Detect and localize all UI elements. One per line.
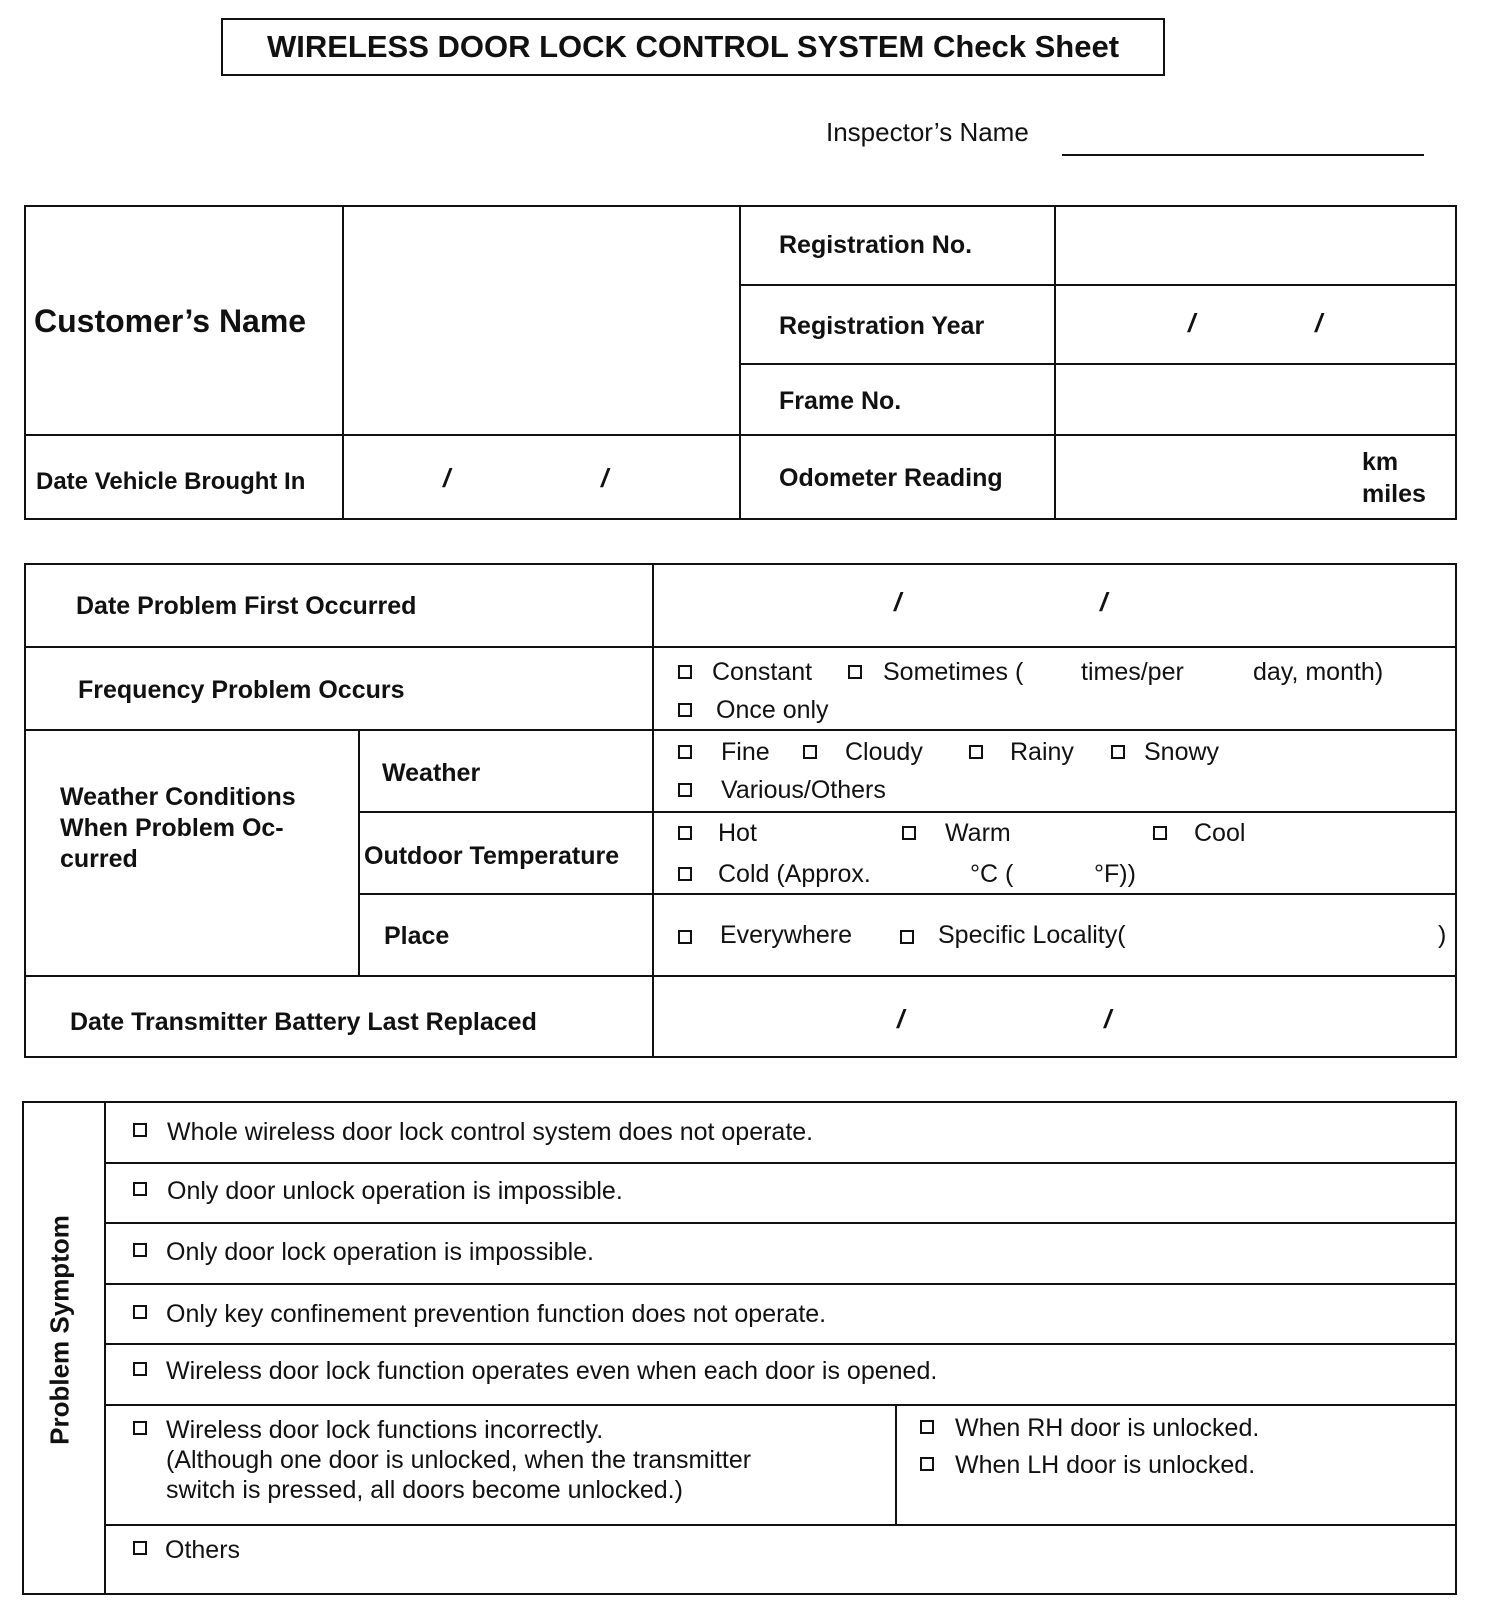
weather-group-line2: When Problem Oc-: [60, 814, 284, 842]
symptom-6-line3: switch is pressed, all doors become unlocked.): [166, 1476, 683, 1504]
place-specific-text: Specific Locality(: [938, 921, 1126, 949]
registration-no-field[interactable]: [1056, 207, 1455, 283]
checkbox-sometimes[interactable]: [848, 665, 862, 679]
checkbox-symptom-2[interactable]: [133, 1182, 147, 1196]
checkbox-fine[interactable]: [678, 745, 692, 759]
date-first-slash-1: /: [894, 587, 902, 617]
freq-day-month-text: day, month): [1253, 658, 1384, 686]
date-brought-in-slash-1: /: [443, 463, 451, 493]
symptom-5-text: Wireless door lock function operates even when each door is opened.: [166, 1357, 938, 1385]
temp-fahrenheit-text: °F)): [1094, 860, 1136, 888]
battery-slash-2: /: [1104, 1004, 1112, 1034]
weather-fine-text: Fine: [721, 738, 770, 766]
date-brought-in-label: Date Vehicle Brought In: [36, 468, 306, 495]
symptom-3-text: Only door lock operation is impossible.: [166, 1238, 594, 1266]
others-text: Others: [165, 1536, 241, 1564]
place-close-paren: ): [1438, 921, 1447, 949]
temp-cold-text: Cold (Approx.: [718, 860, 871, 888]
date-brought-in-slash-2: /: [601, 463, 609, 493]
checkbox-others[interactable]: [133, 1541, 147, 1555]
unit-miles: miles: [1362, 480, 1426, 508]
weather-rainy-text: Rainy: [1010, 738, 1074, 766]
symptom-6-line2: (Although one door is unlocked, when the transmitter: [166, 1446, 752, 1474]
checkbox-symptom-4[interactable]: [133, 1305, 147, 1319]
inspector-label: Inspector’s Name: [826, 117, 1029, 147]
checkbox-symptom-1[interactable]: [133, 1123, 147, 1137]
frequency-label: Frequency Problem Occurs: [78, 676, 405, 704]
weather-group-line3: curred: [60, 845, 138, 873]
battery-label: Date Transmitter Battery Last Replaced: [70, 1008, 537, 1036]
weather-various-text: Various/Others: [721, 776, 886, 804]
checkbox-cold[interactable]: [678, 867, 692, 881]
checkbox-symptom-3[interactable]: [133, 1243, 147, 1257]
temp-cool-text: Cool: [1194, 819, 1246, 847]
symptom-4-text: Only key confinement prevention function does not operate.: [166, 1300, 827, 1328]
weather-label: Weather: [382, 759, 481, 787]
unit-km: km: [1362, 448, 1399, 476]
weather-group-line1: Weather Conditions: [60, 783, 296, 811]
inspector-name-line[interactable]: [1062, 154, 1424, 156]
freq-sometimes-text: Sometimes (: [883, 658, 1024, 686]
freq-constant-text: Constant: [712, 658, 813, 686]
temp-warm-text: Warm: [945, 819, 1011, 847]
registration-year-slash-1: /: [1188, 308, 1196, 338]
checkbox-hot[interactable]: [678, 826, 692, 840]
symptom-1-text: Whole wireless door lock control system does not operate.: [167, 1118, 814, 1146]
checkbox-constant[interactable]: [678, 665, 692, 679]
frame-no-field[interactable]: [1056, 365, 1455, 433]
registration-year-slash-2: /: [1315, 308, 1323, 338]
checkbox-snowy[interactable]: [1111, 745, 1125, 759]
date-first-slash-2: /: [1100, 587, 1108, 617]
weather-cloudy-text: Cloudy: [845, 738, 923, 766]
checkbox-symptom-5[interactable]: [133, 1362, 147, 1376]
checkbox-everywhere[interactable]: [678, 930, 692, 944]
checkbox-warm[interactable]: [902, 826, 916, 840]
freq-times-per-text: times/per: [1081, 658, 1184, 686]
odometer-label: Odometer Reading: [779, 464, 1003, 492]
checkbox-rainy[interactable]: [969, 745, 983, 759]
battery-slash-1: /: [897, 1004, 905, 1034]
date-first-label: Date Problem First Occurred: [76, 592, 417, 620]
checkbox-once-only[interactable]: [678, 703, 692, 717]
registration-no-label: Registration No.: [779, 231, 973, 259]
temp-celsius-text: °C (: [970, 860, 1014, 888]
rh-door-text: When RH door is unlocked.: [955, 1414, 1260, 1442]
weather-snowy-text: Snowy: [1144, 738, 1220, 766]
registration-year-label: Registration Year: [779, 312, 985, 340]
page-title: WIRELESS DOOR LOCK CONTROL SYSTEM Check Sheet: [221, 18, 1165, 76]
checkbox-various[interactable]: [678, 783, 692, 797]
lh-door-text: When LH door is unlocked.: [955, 1451, 1256, 1479]
checkbox-lh-door[interactable]: [920, 1457, 934, 1471]
customer-name-field[interactable]: [344, 207, 737, 432]
temp-hot-text: Hot: [718, 819, 757, 847]
symptom-table: [22, 1101, 1457, 1595]
checkbox-cloudy[interactable]: [803, 745, 817, 759]
frame-no-label: Frame No.: [779, 387, 902, 415]
outdoor-temp-label: Outdoor Temperature: [364, 842, 620, 870]
place-everywhere-text: Everywhere: [720, 921, 852, 949]
freq-once-text: Once only: [716, 696, 829, 724]
problem-symptom-heading: Problem Symptom: [44, 1215, 75, 1445]
place-label: Place: [384, 922, 450, 950]
checkbox-symptom-6[interactable]: [133, 1421, 147, 1435]
customer-name-label: Customer’s Name: [34, 303, 307, 339]
symptom-2-text: Only door unlock operation is impossible.: [167, 1177, 623, 1205]
symptom-6-line1: Wireless door lock functions incorrectly.: [166, 1416, 604, 1444]
checkbox-rh-door[interactable]: [920, 1420, 934, 1434]
checkbox-specific-locality[interactable]: [900, 930, 914, 944]
checkbox-cool[interactable]: [1153, 826, 1167, 840]
